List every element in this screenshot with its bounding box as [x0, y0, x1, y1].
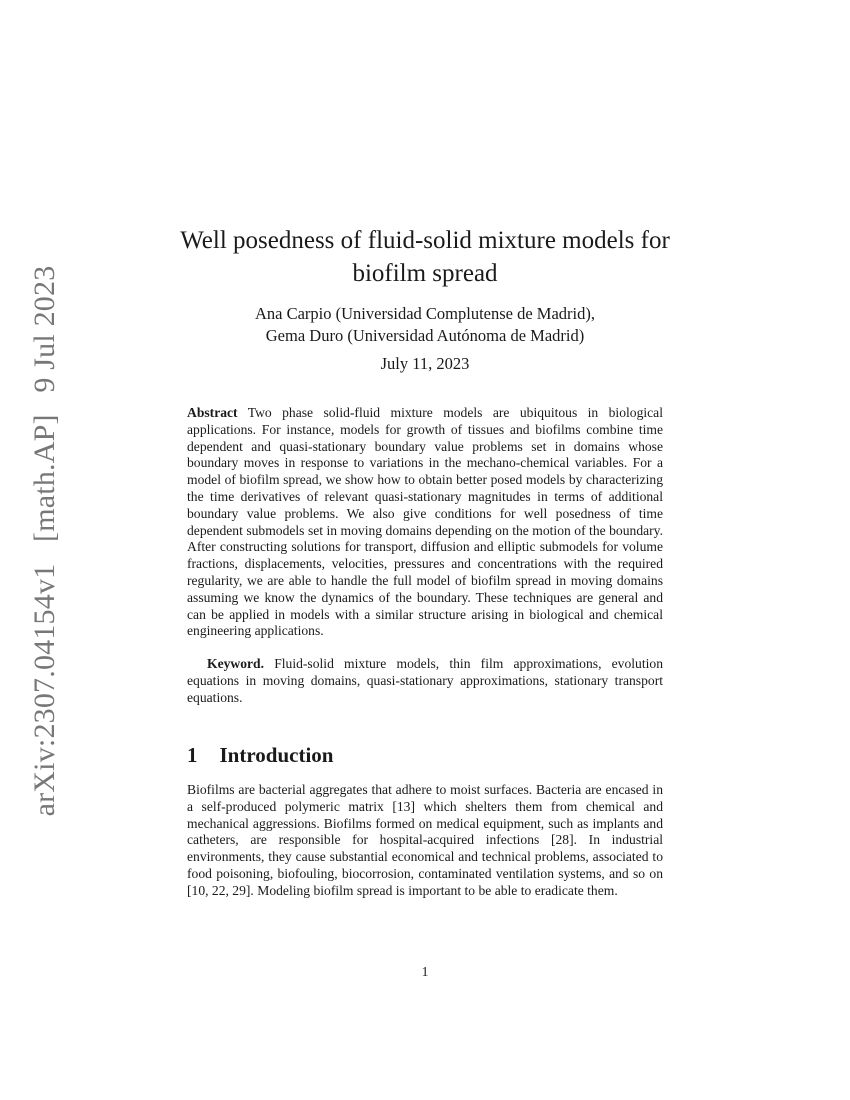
arxiv-category: [math.AP]	[28, 414, 61, 542]
page-number: 1	[421, 964, 429, 979]
author-list	[0, 303, 850, 347]
paper-title-line-1: Well posedness of fluid-solid mixture models for	[180, 227, 670, 254]
paper-date: July 11, 2023	[380, 354, 470, 373]
author-1: Ana Carpio (Universidad Complutense de Madrid),	[254, 304, 595, 323]
paper-title-line-2: biofilm spread	[352, 260, 498, 287]
arxiv-date: 9 Jul 2023	[28, 265, 61, 393]
keywords	[187, 656, 663, 706]
arxiv-id: arXiv:2307.04154v1	[28, 563, 61, 817]
author-2: Gema Duro (Universidad Autónoma de Madrid)	[265, 326, 585, 345]
introduction-paragraph: Biofilms are bacterial aggregates that adhere to moist surfaces. Bacteria are encased in a self-produced polymeric matrix [13] which shelters them from chemical and mechanical aggressions. Biofilms formed on medical equipment, such as implants and catheters, are responsible for hospital-acquired infections [28]. In industrial environments, they cause substantial economical and technical problems, associated to food poisoning, biofouling, biocorrosion, contaminated ventilation systems, and so on [10, 22, 29]. Modeling biofilm spread is important to be able to eradicate them.	[187, 782, 663, 898]
paper-title	[0, 224, 850, 290]
arxiv-identifier-stamp	[28, 266, 62, 817]
keyword-label: Keyword.	[207, 656, 265, 671]
section-title: Introduction	[219, 743, 334, 767]
section-number: 1	[187, 743, 198, 767]
abstract	[187, 405, 663, 640]
section-heading-introduction	[187, 743, 333, 768]
keyword-text: Fluid-solid mixture models, thin film approximations, evolution equations in moving domains, quasi-stationary approximations, stationary transport equations.	[187, 656, 663, 705]
abstract-text: Two phase solid-fluid mixture models are ubiquitous in biological applications. For instance, models for growth of tissues and biofilms combine time dependent and quasi-stationary boundary value problems set in domains whose boundary moves in response to variations in the mechano-chemical variables. For a model of biofilm spread, we show how to obtain better posed models by characterizing the time derivatives of relevant quasi-stationary magnitudes in terms of additional boundary value problems. We also give conditions for well posedness of time dependent submodels set in moving domains depending on the motion of the boundary. After constructing solutions for transport, diffusion and elliptic submodels for volume fractions, displacements, velocities, pressures and concentrations with the required regularity, we are able to handle the full model of biofilm spread in moving domains assuming we know the dynamics of the boundary. These techniques are general and can be applied in models with a similar structure arising in biological and chemical engineering applications.	[187, 405, 663, 639]
abstract-label: Abstract	[187, 405, 238, 420]
